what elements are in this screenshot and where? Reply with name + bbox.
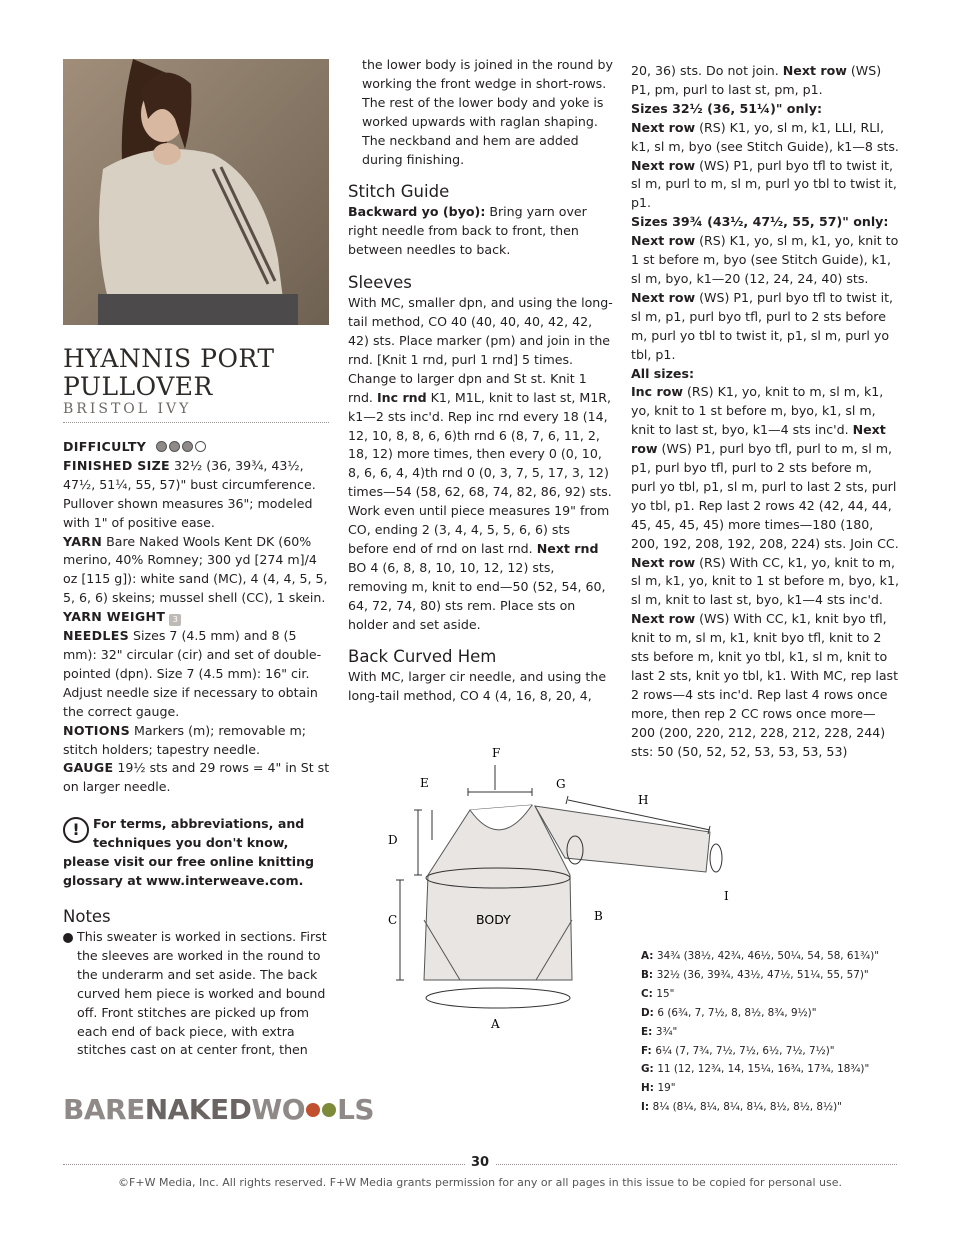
yarn-spec <box>63 533 333 609</box>
sleeves-part-2: K1, M1L, knit to last st, M1R, k1—2 sts inc'd. Rep inc rnd every 18 (14, 12, 10, 8, 8, 6, 6)th rnd 6 (8, 7, 6, 11, 2, 18, 12) more times, then every 0 (0, 10, 8, 6, 6, 4, 4)th rnd 0 (0, 3, 7, 5, 17, 3, 12) times—54 (58, 62, 68, 74, 82, 86, 92) sts. Work even until piece measures 19" from CO, ending 2 (3, 4, 4, 5, 5, 6, 6) sts before end of rnd on last rnd. <box>348 389 612 556</box>
gauge-spec <box>63 759 333 797</box>
body-label: BODY <box>476 912 511 927</box>
yarn-weight-icon: 3 <box>169 614 181 626</box>
measurement-key: A: <box>641 950 658 962</box>
yarn-label: YARN <box>63 533 103 549</box>
measurement-key: E: <box>641 1025 656 1038</box>
measurement-row <box>641 1098 879 1117</box>
measurement-value: 15" <box>656 987 675 1000</box>
size-label: FINISHED SIZE <box>63 457 170 473</box>
sleeves-heading: Sleeves <box>348 273 412 293</box>
col3-para-2 <box>631 119 899 214</box>
size-text: 32½ (36, 39¾, 43½, 47½, 51¼, 55, 57)" bust circumference. Pullover shown measures 36"; modeled with 1" of positive ease. <box>63 457 316 530</box>
next-row-label: Next row <box>782 63 847 78</box>
notions-spec <box>63 722 333 760</box>
page-number: 30 <box>465 1155 495 1170</box>
next-row-label: Next row <box>631 233 696 249</box>
col3-text: (RS) K1, yo, sl m, k1, yo, knit to 1 st before m, byo (see Stitch Guide), k1, sl m, byo, k1—20 (12, 24, 24, 40) sts. <box>631 233 899 286</box>
measurement-value: 8¼ (8¼, 8¼, 8¼, 8¼, 8½, 8½, 8½)" <box>652 1101 842 1114</box>
measurement-value: 6 (6¾, 7, 7½, 8, 8½, 8¾, 9½)" <box>657 1006 817 1019</box>
label-C: C <box>388 913 398 927</box>
all-sizes-heading <box>631 365 899 384</box>
byo-label: Backward yo (byo): <box>348 204 486 220</box>
label-A: A <box>491 1017 500 1031</box>
sleeves-part-3: BO 4 (6, 8, 8, 10, 10, 12, 12) sts, removing m, knit to end—50 (52, 54, 60, 64, 72, 74, 80) sts rem. Place sts on holder and set aside. <box>348 559 606 632</box>
difficulty-row <box>63 438 333 457</box>
next-row-label: Next row <box>631 289 696 305</box>
sleeves-text <box>348 294 613 634</box>
label-F: F <box>492 746 501 760</box>
measurement-key: B: <box>641 968 657 981</box>
measurement-value: 6¼ (7, 7¾, 7½, 7½, 6½, 7½, 7½)" <box>655 1044 835 1057</box>
notes-bullet-item <box>58 928 328 1060</box>
difficulty-circle-icon <box>169 441 180 452</box>
measurement-value: 19" <box>657 1082 676 1095</box>
instructions-column-3 <box>631 62 899 762</box>
pattern-title <box>63 345 275 401</box>
next-row-label: Next row <box>631 422 886 457</box>
copyright-notice: ©F+W Media, Inc. All rights reserved. F+W Media grants permission for any or all pages in this issue to be copied for personal use. <box>118 1176 842 1189</box>
yarn-weight <box>63 608 333 627</box>
col3-text: (RS) K1, yo, knit to m, sl m, k1, yo, knit to 1 st before m, byo, k1, sl m, knit to last st, byo, k1—4 sts inc'd. <box>631 384 884 438</box>
notes-continuation: the lower body is joined in the round by working the front wedge in short-rows. The rest of the lower body and yoke is worked upwards with raglan shaping. The neckband and hem are added during finishing. <box>362 57 613 167</box>
measurements-list <box>641 947 879 1117</box>
logo-part-naked: NAKED <box>144 1093 252 1126</box>
glossary-callout <box>63 815 323 891</box>
measurement-key: F: <box>641 1044 656 1057</box>
col3-text: (WS) P1, purl byo tfl to twist it, sl m, p1, purl byo tfl, purl to 2 sts before m, purl yo tbl to twist it, p1, sl m, purl yo tbl, p1. <box>631 289 894 362</box>
col3-text: 20, 36) sts. Do not join. <box>631 63 783 78</box>
label-B: B <box>594 909 603 923</box>
difficulty-rating <box>156 439 208 454</box>
specs-column <box>63 438 333 797</box>
needles-label: NEEDLES <box>63 628 129 644</box>
col3-text: (WS) P1, pm, purl to last st, pm, p1. <box>631 63 882 97</box>
col3-para-4 <box>631 383 899 761</box>
col3-text: (WS) P1, purl byo tfl to twist it, sl m, purl to m, sl m, purl yo tbl to twist it, p1. <box>631 157 897 211</box>
notes-text: This sweater is worked in sections. First the sleeves are worked in the round to the underarm and set aside. The back curved hem piece is worked and bound off. Front stitches are picked up from each end of back piece, with extra stitches cast on at center front, then <box>77 929 327 1058</box>
needles-text: Sizes 7 (4.5 mm) and 8 (5 mm): 32" circular (cir) and set of double-pointed (dpn). Size 7 (4.5 mm): 16" cir. Adjust needle size if necessary to obtain the correct gauge. <box>63 628 322 719</box>
needles-spec <box>63 627 333 722</box>
col3-text: (RS) K1, yo, sl m, k1, LLI, RLI, k1, sl m, byo (see Stitch Guide), k1—8 sts. <box>631 119 899 154</box>
next-row-label: Next row <box>631 554 696 570</box>
measurement-row <box>641 1079 879 1098</box>
notions-label: NOTIONS <box>63 722 130 738</box>
title-line-1: HYANNIS PORT <box>63 344 275 373</box>
logo-part-wo: WO <box>251 1093 306 1126</box>
sizes-heading-1 <box>631 100 899 119</box>
difficulty-label: DIFFICULTY <box>63 439 147 454</box>
yarn-weight-label: YARN WEIGHT <box>63 609 166 625</box>
stitch-guide-heading: Stitch Guide <box>348 182 450 202</box>
inc-rnd-label: Inc rnd <box>376 389 427 405</box>
stitch-guide-byo <box>348 203 613 260</box>
measurement-value: 32½ (36, 39¾, 43½, 47½, 51¼, 55, 57)" <box>656 968 869 981</box>
sleeves-part-1: With MC, smaller dpn, and using the long-tail method, CO 40 (40, 40, 40, 42, 42, 42) sts. Place marker (pm) and join in the rnd. [Knit 1 rnd, purl 1 rnd] 5 times. Change to larger dpn and St st. Knit 1 rnd. <box>348 295 613 405</box>
byo-text: Bring yarn over right needle from back to front, then between needles to back. <box>348 204 587 258</box>
measurement-row <box>641 947 879 966</box>
notes-heading: Notes <box>63 907 111 926</box>
inc-row-label: Inc row <box>631 384 683 400</box>
difficulty-circle-icon <box>156 441 167 452</box>
measurement-row <box>641 1060 879 1079</box>
next-rnd-label: Next rnd <box>536 540 599 556</box>
all-sizes-label: All sizes: <box>631 365 694 381</box>
notes-section <box>58 906 328 1060</box>
measurement-row <box>641 1004 879 1023</box>
measurement-key: C: <box>641 987 657 1000</box>
col3-text: (WS) With CC, k1, knit byo tfl, knit to m, sl m, k1, knit byo tfl, knit to 2 sts before m, knit yo tbl, k1, sl m, knit to last 2 sts, knit yo tbl, k1. With MC, rep last 2 rows—4 sts inc'd. Rep last 4 rows once more, then rep 2 CC rows once more—200 (200, 220, 212, 228, 212, 228, 244) sts: 50 (50, 52, 52, 53, 53, 53, 53) <box>631 611 899 759</box>
measurement-key: H: <box>641 1082 658 1095</box>
measurement-key: D: <box>641 1006 658 1019</box>
logo-yarn-ball-icon-2 <box>322 1103 336 1117</box>
model-photo <box>63 59 329 325</box>
instructions-column-2 <box>348 56 613 706</box>
title-divider <box>63 422 329 423</box>
difficulty-circle-icon <box>195 441 206 452</box>
col3-text: (RS) With CC, k1, yo, knit to m, sl m, k1, yo, knit to 1 st before m, byo, k1, sl m, knit to last st, byo, k1—4 sts inc'd. <box>631 554 899 608</box>
col3-text: (WS) P1, purl byo tfl, purl to m, sl m, p1, purl byo tfl, purl to 2 sts before m, purl yo tbl, p1, sl m, purl to last 2 sts, purl yo tbl, p1. Rep last 2 rows 42 (42, 44, 44, 45, 45, 45, 45) more times—180 (180, 200, 192, 208, 192, 208, 224) sts. Join CC. <box>631 441 899 551</box>
measurement-row <box>641 985 879 1004</box>
col3-para-3 <box>631 232 899 364</box>
sizes-heading-2 <box>631 213 899 232</box>
label-G: G <box>556 777 566 791</box>
back-hem-text: With MC, larger cir needle, and using the long-tail method, CO 4 (4, 16, 8, 20, 4, <box>348 669 607 704</box>
logo-yarn-ball-icon <box>306 1103 320 1117</box>
back-hem-heading: Back Curved Hem <box>348 647 497 667</box>
next-row-label: Next row <box>631 119 696 135</box>
label-E: E <box>420 776 429 790</box>
title-line-2: PULLOVER <box>63 372 213 401</box>
measurement-row <box>641 1042 879 1061</box>
yarn-text: Bare Naked Wools Kent DK (60% merino, 40% Romney; 300 yd [274 m]/4 oz [115 g]): white sand (MC), 4 (4, 4, 5, 5, 5, 6, 6) skeins; mussel shell (CC), 1 skein. <box>63 533 328 606</box>
measurement-key: I: <box>641 1101 653 1114</box>
gauge-label: GAUGE <box>63 760 114 776</box>
sizes-label: Sizes 32½ (36, 51¼)" only: <box>631 100 822 116</box>
logo-part-bare: BARE <box>63 1093 145 1126</box>
next-row-label: Next row <box>631 611 696 627</box>
next-row-label: Next row <box>631 157 696 173</box>
measurement-key: G: <box>641 1063 658 1076</box>
difficulty-circle-icon <box>182 441 193 452</box>
bare-naked-wools-logo <box>63 1093 374 1126</box>
gauge-text: 19½ sts and 29 rows = 4" in St st on larger needle. <box>63 760 330 795</box>
col3-para-1 <box>631 62 899 100</box>
measurement-row <box>641 1023 879 1042</box>
logo-part-ls: LS <box>337 1093 375 1126</box>
label-I: I <box>724 889 729 903</box>
label-D: D <box>388 833 398 847</box>
label-H: H <box>638 793 649 807</box>
measurement-value: 3¾" <box>655 1025 678 1038</box>
sizes-label: Sizes 39¾ (43½, 47½, 55, 57)" only: <box>631 214 889 230</box>
exclamation-icon: ! <box>63 817 89 843</box>
finished-size <box>63 457 333 533</box>
designer-name: BRISTOL IVY <box>63 401 192 417</box>
model-photo-illustration <box>63 59 329 325</box>
measurement-value: 34¾ (38½, 42¾, 46½, 50¼, 54, 58, 61¾)" <box>657 950 880 962</box>
measurement-row <box>641 966 879 985</box>
measurement-value: 11 (12, 12¾, 14, 15¼, 16¾, 17¾, 18¾)" <box>657 1063 870 1076</box>
callout-text: For terms, abbreviations, and techniques you don't know, please visit our free online knitting glossary at www.interweave.com. <box>63 816 315 888</box>
bullet-arrow-icon: ▶ <box>63 933 73 943</box>
notions-text: Markers (m); removable m; stitch holders; tapestry needle. <box>63 722 306 757</box>
